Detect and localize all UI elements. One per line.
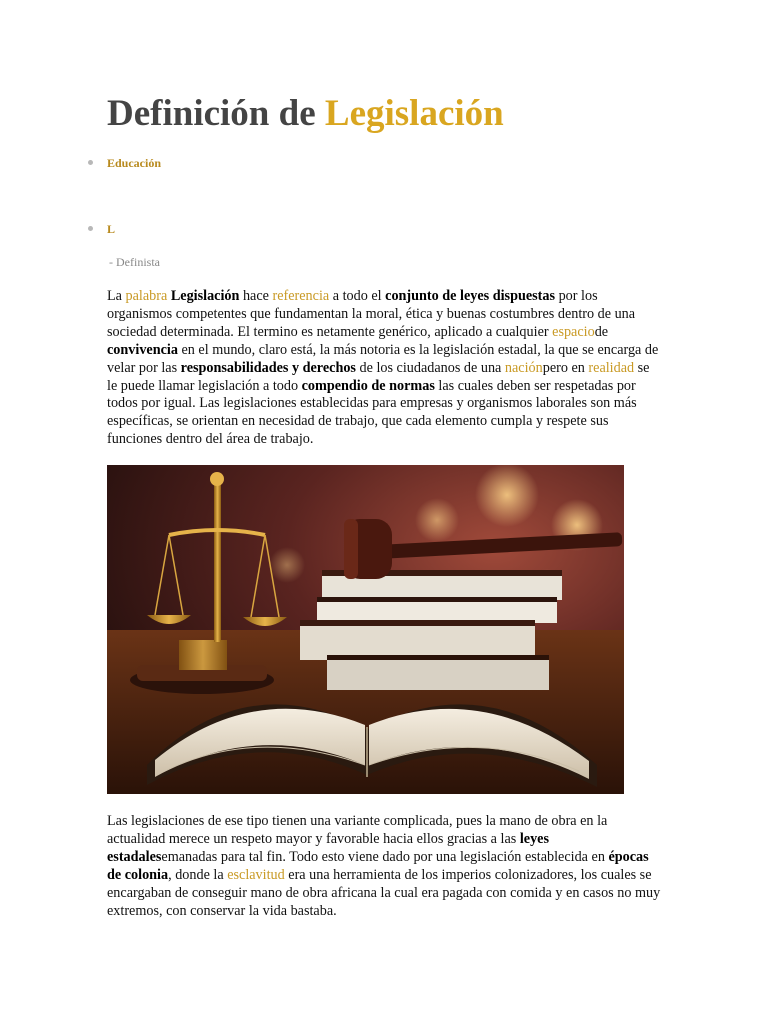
title-accent: Legislación <box>324 93 504 134</box>
title-prefix: Definición de <box>107 93 325 134</box>
bold-text: Legislación <box>170 288 240 304</box>
bold-text: compendio de normas <box>301 377 435 394</box>
text: de <box>594 323 609 340</box>
link-palabra[interactable]: palabra <box>125 288 168 304</box>
bold-text: convivencia <box>107 341 178 358</box>
justice-scale-books-image <box>107 465 624 794</box>
page-title <box>107 92 504 136</box>
link-esclavitud[interactable]: esclavitud <box>227 866 285 883</box>
bold-text: conjunto de leyes dispuestas <box>385 288 556 304</box>
category-link[interactable]: L <box>107 222 116 236</box>
paragraph-2 <box>107 813 662 920</box>
text: La <box>107 288 126 304</box>
text: hace <box>239 288 273 304</box>
text: Las legislaciones de ese tipo tienen una variante complicada, pues la mano de obra en la actualidad merece un respeto mayor y favorable hacia ellos gracias a las <box>107 813 608 847</box>
category-link[interactable]: Educación <box>107 156 162 170</box>
text: era una herramienta de los imperios colonizadores, los cuales se encargaban de conseguir mano de obra africana la cual era pagada con comida y en casos no muy extremos, con conservar la vida bastaba. <box>107 866 661 919</box>
text: de los ciudadanos de una <box>355 359 505 376</box>
link-espacio[interactable]: espacio <box>552 323 595 340</box>
text: a todo el <box>329 288 386 304</box>
bullet-icon <box>88 226 93 231</box>
link-nacion[interactable]: nación <box>504 359 543 376</box>
bold-text: leyes estadales <box>107 830 549 865</box>
text: , donde la <box>168 866 228 883</box>
link-referencia[interactable]: referencia <box>272 288 330 304</box>
bold-text: responsabilidades y derechos <box>180 359 356 376</box>
text: en el mundo, claro está, la más notoria es la legislación estadal, la que se encarga de velar por las <box>107 341 659 376</box>
author-byline: - Definista <box>109 255 160 269</box>
legislation-photo <box>107 465 624 794</box>
text: se le puede llamar legislación a todo <box>107 359 650 394</box>
text: las cuales deben ser respetadas por todos por igual. Las legislaciones establecidas para empresas y organismos laborales son más específicas, se orientan en necesidad de trabajo, que cada elemento cumpla y respete sus funciones dentro del área de trabajo. <box>107 377 637 448</box>
text: pero en <box>542 359 589 376</box>
text: por los organismos competentes que fundamentan la moral, ética y buenas costumbres dentro de una sociedad determinada. El termino es netamente genérico, aplicado a cualquier <box>107 288 636 340</box>
bullet-icon <box>88 160 93 165</box>
text: emanadas para tal fin. Todo esto viene dado por una legislación establecida en <box>161 848 609 865</box>
paragraph-1 <box>107 288 662 449</box>
link-realidad[interactable]: realidad <box>588 359 635 376</box>
bold-text: épocas de colonia <box>107 848 649 883</box>
